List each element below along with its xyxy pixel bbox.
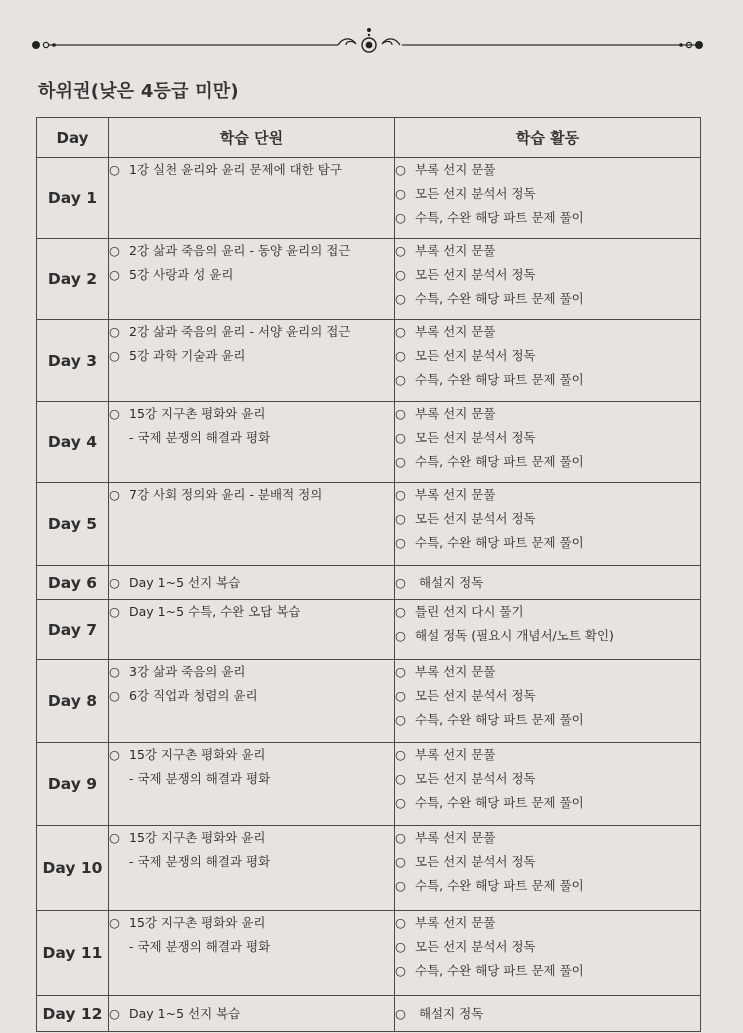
page-title: 하위권(낮은 4등급 미만) [38, 81, 239, 102]
table-row [37, 660, 701, 743]
activity-line [395, 368, 700, 392]
activity-line [395, 911, 700, 935]
unit-line-text: 15강 지구촌 평화와 윤리 [129, 830, 266, 845]
activity-line-text: 부록 선지 문풀 [415, 243, 496, 258]
circle-bullet-icon: ○ [109, 688, 120, 703]
unit-line [109, 911, 394, 935]
unit-line-text: Day 1~5 선지 복습 [129, 1005, 241, 1021]
activity-line [395, 426, 700, 450]
table-row [37, 743, 701, 826]
activity-line-text: 모든 선지 분석서 정독 [415, 348, 536, 363]
circle-bullet-icon: ○ [395, 771, 406, 786]
activity-line-text: 수특, 수완 해당 파트 문제 풀이 [415, 535, 584, 550]
activity-line-text: 부록 선지 문풀 [415, 406, 496, 421]
circle-bullet-icon: ○ [395, 372, 406, 387]
circle-bullet-icon: ○ [395, 406, 406, 421]
activity-line [395, 158, 700, 182]
circle-bullet-icon: ○ [109, 406, 120, 421]
activity-line [395, 959, 700, 983]
activity-line-text: 부록 선지 문풀 [415, 915, 496, 930]
activity-line-text: 모든 선지 분석서 정독 [415, 430, 536, 445]
activity-line-text: 해설 정독 (필요시 개념서/노트 확인) [415, 628, 614, 643]
unit-line-text: 15강 지구촌 평화와 윤리 [129, 915, 266, 930]
table-header-row [37, 118, 701, 158]
activity-line-text: 모든 선지 분석서 정독 [415, 511, 536, 526]
circle-bullet-icon: ○ [109, 1005, 120, 1021]
circle-bullet-icon: ○ [395, 795, 406, 810]
table-row [37, 996, 701, 1032]
activity-cell [395, 996, 701, 1032]
unit-cell [109, 911, 395, 996]
unit-line [109, 935, 394, 959]
study-plan-table [36, 117, 701, 1032]
activity-line-text: 부록 선지 문풀 [415, 664, 496, 679]
circle-bullet-icon: ○ [109, 267, 120, 282]
day-cell: Day 4 [37, 402, 109, 483]
unit-cell [109, 566, 395, 600]
activity-line [395, 826, 700, 850]
activity-cell [395, 566, 701, 600]
unit-line [109, 571, 394, 595]
circle-bullet-icon: ○ [395, 915, 406, 930]
circle-bullet-icon: ○ [395, 324, 406, 339]
unit-cell [109, 320, 395, 402]
circle-bullet-icon: ○ [395, 267, 406, 282]
header-day: Day [37, 118, 109, 158]
activity-line [395, 743, 700, 767]
table-row [37, 911, 701, 996]
activity-line [395, 531, 700, 555]
unit-line-text: 7강 사회 정의와 윤리 - 분배적 정의 [129, 487, 323, 502]
day-cell: Day 2 [37, 239, 109, 320]
unit-line [109, 483, 394, 507]
circle-bullet-icon: ○ [109, 348, 120, 363]
circle-bullet-icon: ○ [395, 747, 406, 762]
table-row [37, 483, 701, 566]
unit-line-text: 15강 지구촌 평화와 윤리 [129, 747, 266, 762]
activity-line-text: 수특, 수완 해당 파트 문제 풀이 [415, 210, 584, 225]
unit-line [109, 344, 394, 368]
activity-line-text: 부록 선지 문풀 [415, 324, 496, 339]
circle-bullet-icon: ○ [395, 291, 406, 306]
activity-line [395, 402, 700, 426]
activity-cell [395, 158, 701, 239]
unit-line-text: 3강 삶과 죽음의 윤리 [129, 664, 246, 679]
circle-bullet-icon: ○ [395, 628, 406, 643]
activity-line [395, 1002, 700, 1026]
activity-cell [395, 239, 701, 320]
activity-line [395, 600, 700, 624]
decorative-divider [0, 20, 743, 70]
day-cell: Day 3 [37, 320, 109, 402]
activity-line [395, 850, 700, 874]
unit-cell [109, 483, 395, 566]
activity-line-text: 부록 선지 문풀 [415, 162, 496, 177]
activity-line-text: 틀린 선지 다시 풀기 [415, 604, 524, 619]
unit-cell [109, 660, 395, 743]
activity-line-text: 수특, 수완 해당 파트 문제 풀이 [415, 795, 584, 810]
activity-line-text: 수특, 수완 해당 파트 문제 풀이 [415, 878, 584, 893]
activity-line [395, 874, 700, 898]
activity-cell [395, 826, 701, 911]
activity-line-text: 모든 선지 분석서 정독 [415, 186, 536, 201]
unit-line-text: 5강 과학 기술과 윤리 [129, 348, 246, 363]
activity-line [395, 708, 700, 732]
circle-bullet-icon: ○ [109, 830, 120, 845]
circle-bullet-icon: ○ [109, 162, 120, 177]
circle-bullet-icon: ○ [395, 243, 406, 258]
header-activities: 학습 활동 [395, 118, 701, 158]
activity-line [395, 624, 700, 648]
unit-line [109, 767, 394, 791]
circle-bullet-icon: ○ [395, 939, 406, 954]
table-body [37, 158, 701, 1032]
unit-cell [109, 826, 395, 911]
circle-bullet-icon: ○ [395, 511, 406, 526]
activity-line-text: 부록 선지 문풀 [415, 830, 496, 845]
table-row [37, 600, 701, 660]
table-row [37, 320, 701, 402]
day-cell: Day 9 [37, 743, 109, 826]
activity-line [395, 320, 700, 344]
table-row [37, 158, 701, 239]
unit-line-text: Day 1~5 수특, 수완 오답 복습 [129, 604, 301, 619]
circle-bullet-icon: ○ [109, 604, 120, 619]
circle-bullet-icon: ○ [109, 574, 120, 590]
unit-line [109, 320, 394, 344]
unit-line [109, 239, 394, 263]
unit-line [109, 1002, 394, 1026]
circle-bullet-icon: ○ [395, 688, 406, 703]
circle-bullet-icon: ○ [395, 210, 406, 225]
activity-line [395, 660, 700, 684]
unit-cell [109, 158, 395, 239]
table-row [37, 566, 701, 600]
unit-line [109, 426, 394, 450]
circle-bullet-icon: ○ [395, 1005, 406, 1021]
activity-line-text: 해설지 정독 [415, 1005, 484, 1021]
day-cell: Day 11 [37, 911, 109, 996]
circle-bullet-icon: ○ [395, 487, 406, 502]
circle-bullet-icon: ○ [395, 878, 406, 893]
activity-line-text: 수특, 수완 해당 파트 문제 풀이 [415, 454, 584, 469]
day-cell: Day 7 [37, 600, 109, 660]
circle-bullet-icon: ○ [109, 487, 120, 502]
activity-line [395, 344, 700, 368]
day-cell: Day 8 [37, 660, 109, 743]
unit-line [109, 660, 394, 684]
activity-cell [395, 600, 701, 660]
header-units: 학습 단원 [109, 118, 395, 158]
circle-bullet-icon: ○ [395, 186, 406, 201]
activity-line-text: 모든 선지 분석서 정독 [415, 939, 536, 954]
circle-bullet-icon: ○ [109, 324, 120, 339]
circle-bullet-icon: ○ [395, 830, 406, 845]
unit-line [109, 600, 394, 624]
circle-bullet-icon: ○ [395, 712, 406, 727]
unit-line-text: 1강 실천 윤리와 윤리 문제에 대한 탐구 [129, 162, 342, 177]
activity-cell [395, 660, 701, 743]
activity-line [395, 239, 700, 263]
circle-bullet-icon: ○ [395, 664, 406, 679]
circle-bullet-icon: ○ [109, 915, 120, 930]
activity-cell [395, 483, 701, 566]
circle-bullet-icon: ○ [395, 162, 406, 177]
activity-line [395, 684, 700, 708]
day-cell: Day 6 [37, 566, 109, 600]
unit-line-text: - 국제 분쟁의 해결과 평화 [129, 854, 271, 869]
circle-bullet-icon: ○ [395, 963, 406, 978]
activity-line-text: 부록 선지 문풀 [415, 747, 496, 762]
activity-line [395, 263, 700, 287]
activity-line [395, 935, 700, 959]
activity-line-text: 모든 선지 분석서 정독 [415, 267, 536, 282]
activity-line-text: 모든 선지 분석서 정독 [415, 688, 536, 703]
unit-line [109, 402, 394, 426]
day-cell: Day 10 [37, 826, 109, 911]
activity-line-text: 해설지 정독 [415, 574, 484, 590]
activity-line-text: 수특, 수완 해당 파트 문제 풀이 [415, 291, 584, 306]
unit-line-text: - 국제 분쟁의 해결과 평화 [129, 939, 271, 954]
table-row [37, 402, 701, 483]
unit-line [109, 263, 394, 287]
activity-cell [395, 743, 701, 826]
unit-line-text: 15강 지구촌 평화와 윤리 [129, 406, 266, 421]
day-cell: Day 5 [37, 483, 109, 566]
unit-line [109, 743, 394, 767]
circle-bullet-icon: ○ [395, 604, 406, 619]
table-row [37, 239, 701, 320]
activity-line-text: 수특, 수완 해당 파트 문제 풀이 [415, 372, 584, 387]
unit-line [109, 684, 394, 708]
circle-bullet-icon: ○ [109, 243, 120, 258]
day-cell: Day 12 [37, 996, 109, 1032]
activity-line-text: 수특, 수완 해당 파트 문제 풀이 [415, 963, 584, 978]
activity-cell [395, 320, 701, 402]
circle-bullet-icon: ○ [395, 430, 406, 445]
unit-cell [109, 402, 395, 483]
activity-line-text: 수특, 수완 해당 파트 문제 풀이 [415, 712, 584, 727]
table-row [37, 826, 701, 911]
activity-line [395, 507, 700, 531]
activity-line [395, 483, 700, 507]
unit-line [109, 826, 394, 850]
unit-line-text: 6강 직업과 청렴의 윤리 [129, 688, 258, 703]
unit-cell [109, 239, 395, 320]
activity-line [395, 767, 700, 791]
circle-bullet-icon: ○ [395, 574, 406, 590]
unit-line-text: - 국제 분쟁의 해결과 평화 [129, 430, 271, 445]
unit-line-text: 2강 삶과 죽음의 윤리 - 동양 윤리의 접근 [129, 243, 351, 258]
activity-line [395, 571, 700, 595]
activity-line [395, 450, 700, 474]
activity-cell [395, 911, 701, 996]
circle-bullet-icon: ○ [109, 664, 120, 679]
activity-line-text: 부록 선지 문풀 [415, 487, 496, 502]
circle-bullet-icon: ○ [395, 535, 406, 550]
unit-cell [109, 996, 395, 1032]
activity-line [395, 182, 700, 206]
circle-bullet-icon: ○ [109, 747, 120, 762]
unit-line-text: - 국제 분쟁의 해결과 평화 [129, 771, 271, 786]
unit-line-text: 5강 사랑과 성 윤리 [129, 267, 234, 282]
circle-bullet-icon: ○ [395, 854, 406, 869]
unit-line [109, 850, 394, 874]
activity-line [395, 206, 700, 230]
activity-line-text: 모든 선지 분석서 정독 [415, 771, 536, 786]
day-cell: Day 1 [37, 158, 109, 239]
activity-cell [395, 402, 701, 483]
activity-line [395, 287, 700, 311]
unit-line-text: Day 1~5 선지 복습 [129, 574, 241, 590]
circle-bullet-icon: ○ [395, 454, 406, 469]
activity-line-text: 모든 선지 분석서 정독 [415, 854, 536, 869]
circle-bullet-icon: ○ [395, 348, 406, 363]
unit-cell [109, 743, 395, 826]
unit-cell [109, 600, 395, 660]
unit-line [109, 158, 394, 182]
unit-line-text: 2강 삶과 죽음의 윤리 - 서양 윤리의 접근 [129, 324, 351, 339]
activity-line [395, 791, 700, 815]
